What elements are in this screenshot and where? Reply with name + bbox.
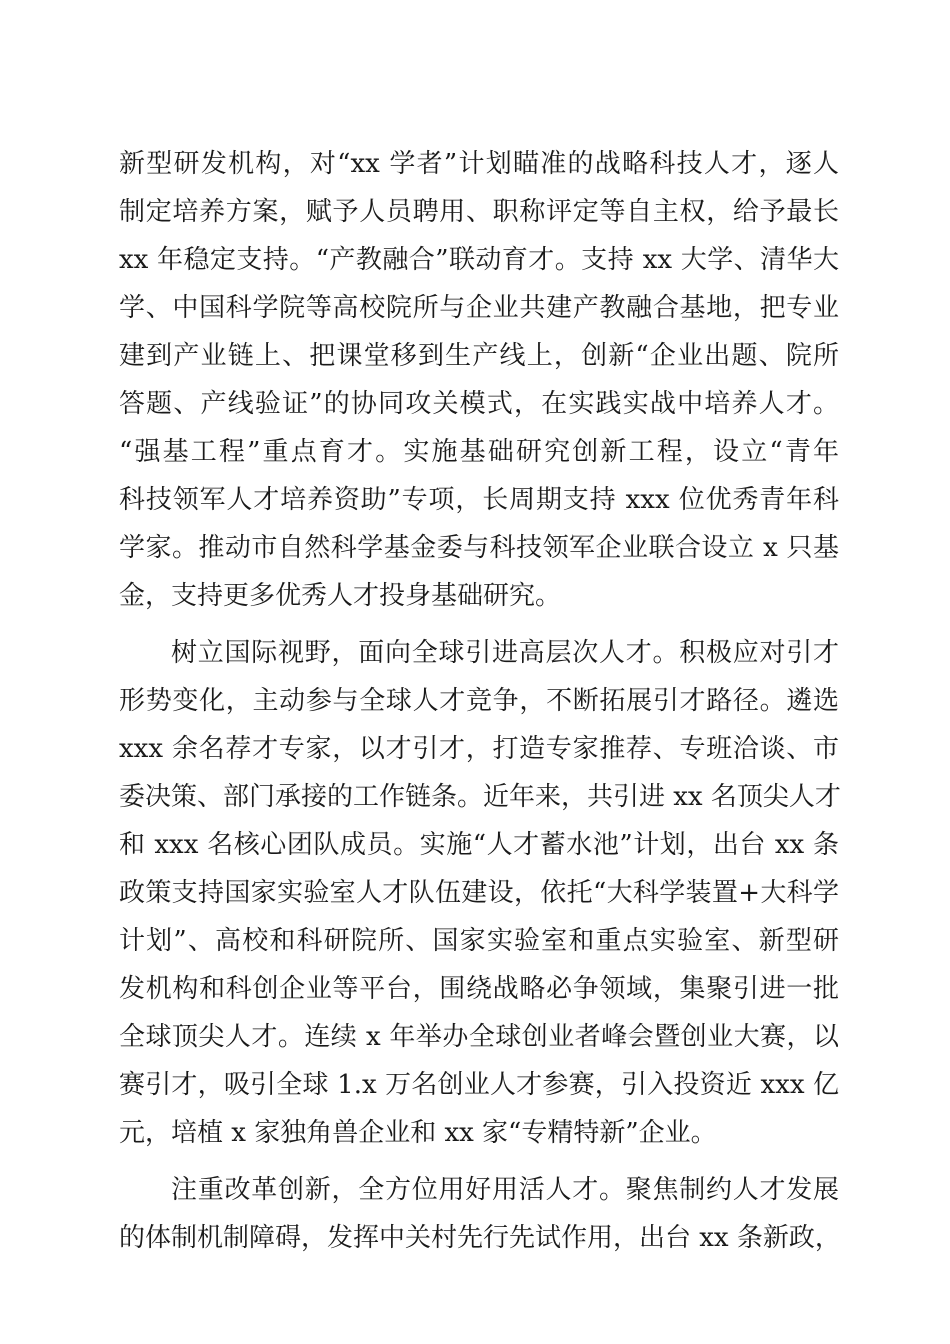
paragraph-talent-cultivation bbox=[119, 140, 839, 620]
text-line: 注重改革创新，全方位用好用活人才。聚焦制约人才发展 bbox=[171, 1175, 839, 1205]
document-body bbox=[119, 140, 839, 1262]
text-line: 树立国际视野，面向全球引进高层次人才。积极应对引才 bbox=[171, 638, 839, 668]
text-line: 元，培植 x 家独角兽企业和 xx 家“专精特新”企业。 bbox=[119, 1118, 717, 1148]
paragraph-reform-innovation bbox=[119, 1166, 839, 1262]
text-line: 学、中国科学院等高校院所与企业共建产教融合基地，把专业 bbox=[119, 293, 839, 323]
text-line: 和 xxx 名核心团队成员。实施“人才蓄水池”计划，出台 xx 条 bbox=[119, 830, 839, 860]
text-line: 制定培养方案，赋予人员聘用、职称评定等自主权，给予最长 bbox=[119, 197, 839, 227]
text-line: 金，支持更多优秀人才投身基础研究。 bbox=[119, 581, 562, 611]
text-line: 新型研发机构，对“xx 学者”计划瞄准的战略科技人才，逐人 bbox=[119, 149, 839, 179]
paragraph-global-recruitment bbox=[119, 629, 839, 1157]
text-line: xxx 余名荐才专家，以才引才，打造专家推荐、专班洽谈、市 bbox=[119, 734, 839, 764]
text-line: xx 年稳定支持。“产教融合”联动育才。支持 xx 大学、清华大 bbox=[119, 245, 839, 275]
text-line: 科技领军人才培养资助”专项，长周期支持 xxx 位优秀青年科 bbox=[119, 485, 839, 515]
text-line: 赛引才，吸引全球 1.x 万名创业人才参赛，引入投资近 xxx 亿 bbox=[119, 1070, 839, 1100]
text-line: 计划”、高校和科研院所、国家实验室和重点实验室、新型研 bbox=[119, 926, 839, 956]
text-line: 全球顶尖人才。连续 x 年举办全球创业者峰会暨创业大赛，以 bbox=[119, 1022, 839, 1052]
text-line: 的体制机制障碍，发挥中关村先行先试作用，出台 xx 条新政， bbox=[119, 1223, 841, 1253]
text-line: 政策支持国家实验室人才队伍建设，依托“大科学装置+大科学 bbox=[119, 878, 839, 908]
paragraph-spacer bbox=[119, 620, 839, 629]
text-line: “强基工程”重点育才。实施基础研究创新工程，设立“青年 bbox=[119, 437, 839, 467]
text-line: 学家。推动市自然科学基金委与科技领军企业联合设立 x 只基 bbox=[119, 533, 839, 563]
text-line: 委决策、部门承接的工作链条。近年来，共引进 xx 名顶尖人才 bbox=[119, 782, 841, 812]
text-line: 发机构和科创企业等平台，围绕战略必争领域，集聚引进一批 bbox=[119, 974, 839, 1004]
text-line: 答题、产线验证”的协同攻关模式，在实践实战中培养人才。 bbox=[119, 389, 839, 419]
text-line: 建到产业链上、把课堂移到生产线上，创新“企业出题、院所 bbox=[119, 341, 839, 371]
paragraph-spacer bbox=[119, 1157, 839, 1166]
text-line: 形势变化，主动参与全球人才竞争，不断拓展引才路径。遴选 bbox=[119, 686, 839, 716]
